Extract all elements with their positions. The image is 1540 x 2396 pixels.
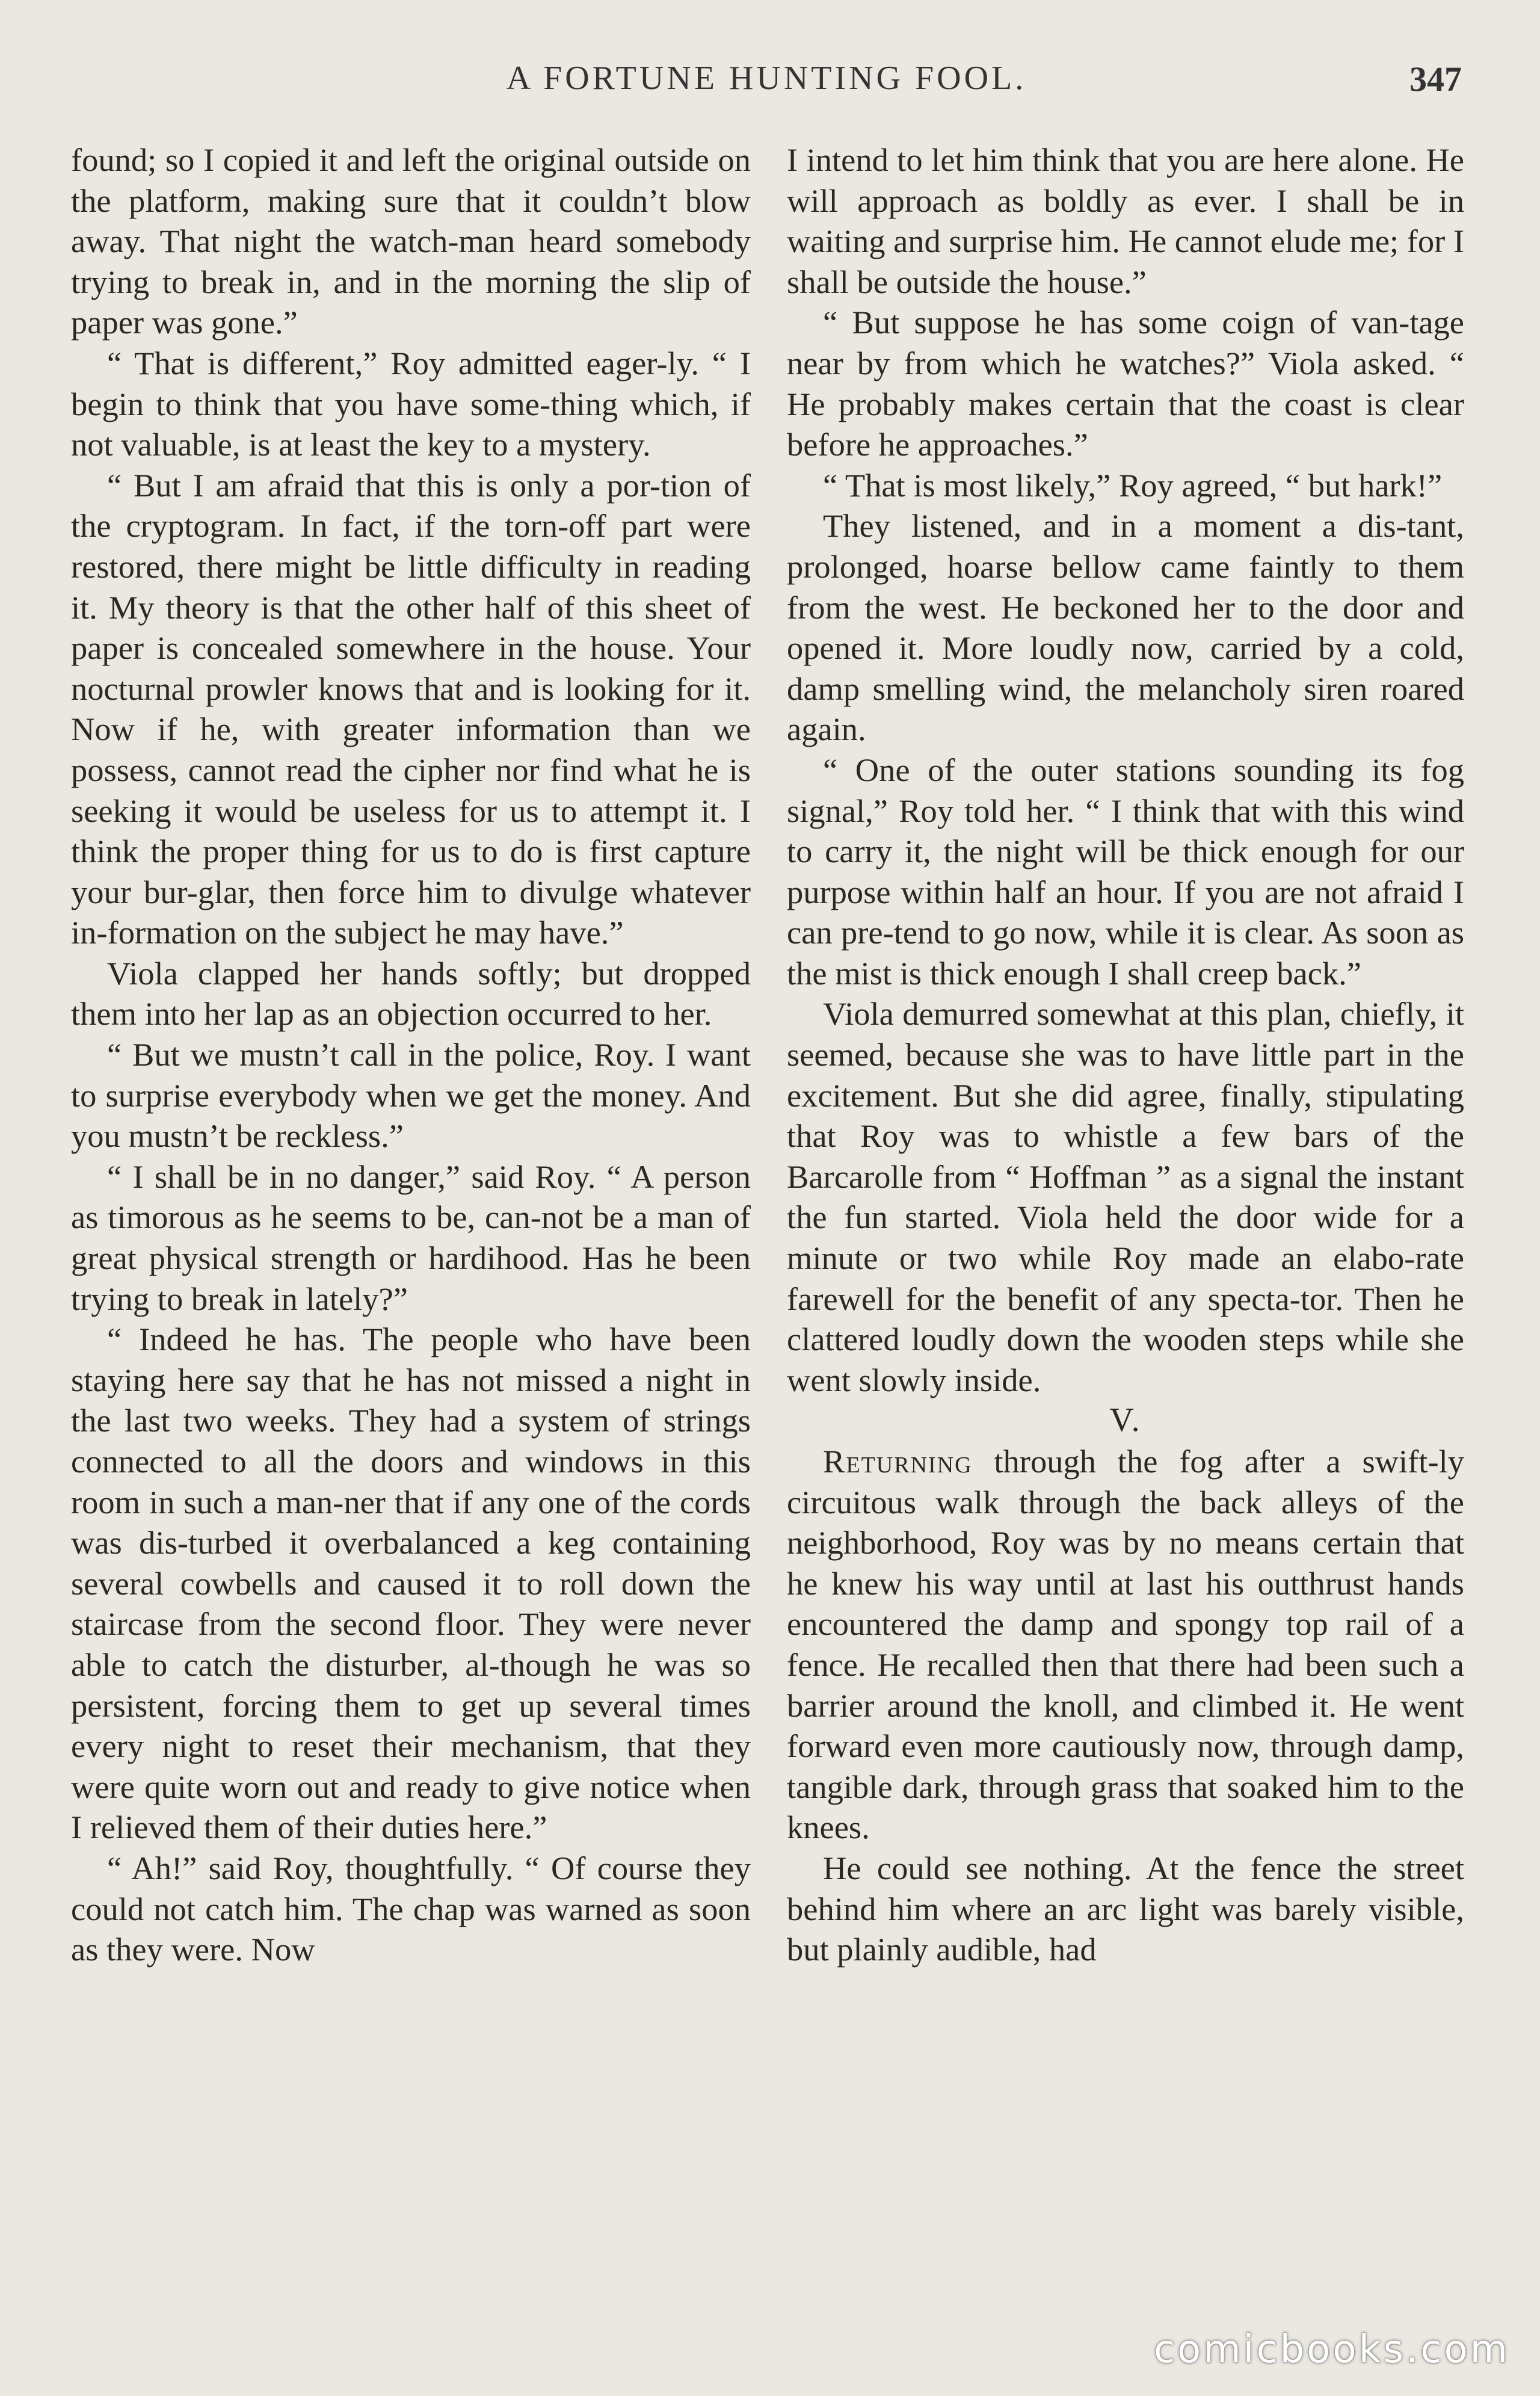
watermark: comicbooks.com: [1153, 2327, 1510, 2372]
paragraph: I intend to let him think that you are here alone. He will approach as boldly as ever. I shall be in waiting and surprise him. He cannot elude me; for I shall be outside the house.”: [787, 141, 1465, 300]
paragraph: Viola demurred somewhat at this plan, chiefly, it seemed, because she was to have little part in the excitement. But she did agree, finally, stipulating that Roy was to whistle a few bars of the Barcarolle from “ Hoffman ” as a signal the instant the fun started. Viola held the door wide for a minute or two while Roy made an elabo-rate farewell for the benefit of any specta-tor. Then he clattered loudly down the wooden steps while she went slowly inside.: [787, 995, 1464, 1398]
paragraph: “ I shall be in no danger,” said Roy. “ A person as timorous as he seems to be, can-not be a man of great physical strength or hardihood. Has he been trying to break in lately?”: [71, 1158, 751, 1317]
lead-text: through the fog after a swift-ly circuitous walk through the back alleys of the neighborhood, Roy was by no means certain that he knew his way until at last his outthrust hands encountered the damp and spongy top rail of a fence. He recalled then that there had been such a barrier around the knoll, and climbed it. He went forward even more cautiously now, through damp, tangible dark, through grass that soaked him to the knees.: [787, 1443, 1464, 1846]
paragraph: “ But I am afraid that this is only a por-tion of the cryptogram. In fact, if the torn-off part were restored, there might be little difficulty in reading it. My theory is that the other half of this sheet of paper is concealed somewhere in the house. Your nocturnal prowler knows that and is looking for it. Now if he, with greater information than we possess, cannot read the cipher nor find what he is seeking it would be useless for us to attempt it. I think the proper thing for us to do is first capture your bur-glar, then force him to divulge whatever in-formation on the subject he may have.”: [71, 466, 751, 951]
section-heading: V.: [1109, 1401, 1142, 1439]
paragraph: “ Indeed he has. The people who have been staying here say that he has not missed a night in the last two weeks. They had a system of strings connected to all the doors and windows in this room in such a man-ner that if any one of the cords was dis-turbed it overbalanced a keg containing several cowbells and caused it to roll down the staircase from the second floor. They were never able to catch the disturber, al-though he was so persistent, forcing them to get up several times every night to reset their mechanism, that they were quite worn out and ready to give notice when I relieved them of their duties here.”: [71, 1321, 751, 1846]
paragraph: Viola clapped her hands softly; but dropped them into her lap as an objection occurred to her.: [71, 954, 751, 1033]
left-column: [71, 140, 751, 1970]
paragraph: “ That is different,” Roy admitted eager-ly. “ I begin to think that you have some-thing which, if not valuable, is at least the key to a mystery.: [71, 344, 751, 463]
right-column: [787, 140, 1464, 1970]
running-title: A FORTUNE HUNTING FOOL.: [506, 60, 1027, 97]
paragraph: They listened, and in a moment a dis-tant, prolonged, hoarse bellow came faintly to them from the west. He beckoned her to the door and opened it. More loudly now, carried by a cold, damp smelling wind, the melancholy siren roared again.: [787, 507, 1464, 748]
paragraph-section-start: [787, 1441, 1464, 1848]
paragraph: “ One of the outer stations sounding its fog signal,” Roy told her. “ I think that with this wind to carry it, the night will be thick enough for our purpose within half an hour. If you are not afraid I can pre-tend to go now, while it is clear. As soon as the mist is thick enough I shall creep back.”: [787, 751, 1464, 992]
paragraph: He could see nothing. At the fence the street behind him where an arc light was barely visible, but plainly audible, had: [787, 1849, 1464, 1968]
paragraph: “ But suppose he has some coign of van-tage near by from which he watches?” Viola asked. “ He probably makes certain that the coast is clear before he approaches.”: [787, 304, 1464, 463]
paragraph: “ But we mustn’t call in the police, Roy. I want to surprise everybody when we get the money. And you mustn’t be reckless.”: [71, 1036, 751, 1155]
page-number: 347: [1409, 60, 1462, 99]
lead-word: Returning: [823, 1443, 973, 1480]
paragraph: “ That is most likely,” Roy agreed, “ but hark!”: [823, 466, 1443, 504]
paragraph: found; so I copied it and left the original outside on the platform, making sure that it couldn’t blow away. That night the watch-man heard somebody trying to break in, and in the morning the slip of paper was gone.”: [71, 141, 751, 341]
paragraph: “ Ah!” said Roy, thoughtfully. “ Of course they could not catch him. The chap was warned as soon as they were. Now: [71, 1849, 751, 1968]
page-header: [71, 59, 1462, 113]
